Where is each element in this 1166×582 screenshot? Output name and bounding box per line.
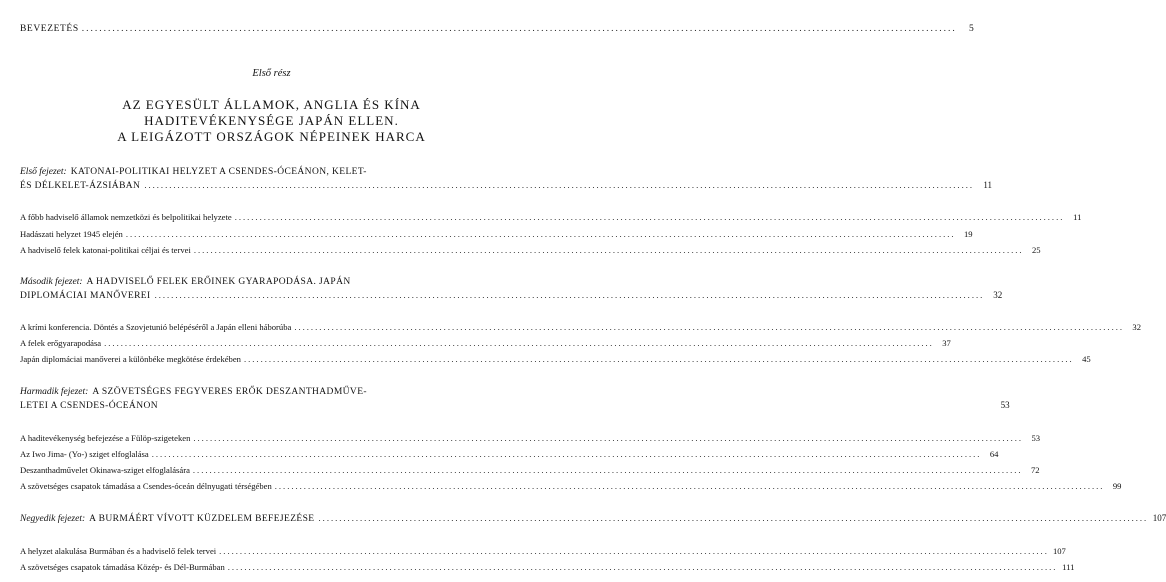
toc-entry-page: 53: [1031, 433, 1041, 443]
toc-entry-intro[interactable]: [20, 23, 974, 35]
toc-entry[interactable]: [20, 337, 951, 349]
chapter-title-line2: ÉS DÉLKELET-ÁZSIÁBAN: [20, 181, 141, 191]
leader-dots: ........................................................................................................................................................................................................: [274, 481, 1105, 491]
toc-entry-page: 5: [968, 24, 974, 34]
toc-entry-title: A hadviselő felek katonai-politikai céljai és tervei: [20, 245, 191, 255]
toc-entry-title: A felek erőgyarapodása: [20, 338, 102, 348]
leader-dots: ........................................................................................................................................................................................................: [219, 546, 1049, 556]
toc-entry-title: A haditevékenység befejezése a Fülöp-szigeteken: [20, 433, 191, 443]
toc-entry-page: 32: [1132, 322, 1142, 332]
chapter-page: 53: [1000, 400, 1010, 410]
toc-entry-title: BEVEZETÉS: [20, 24, 79, 34]
chapter-page: 11: [983, 180, 993, 190]
chapter-page: 32: [993, 290, 1003, 300]
leader-dots: ........................................................................................................................................................................................................: [144, 180, 975, 190]
chapter-heading-1[interactable]: [20, 166, 993, 193]
leader-dots: ........................................................................................................................................................................................................: [81, 24, 957, 34]
toc-entry-title: A helyzet alakulása Burmában és a hadviselő felek tervei: [20, 546, 217, 556]
chapter-label: Negyedik fejezet:: [20, 514, 86, 524]
chapter-label: Első fejezet:: [20, 167, 67, 177]
toc-entry[interactable]: [20, 432, 1041, 444]
leader-dots: ........................................................................................................................................................................................................: [318, 513, 1149, 523]
chapter-title-line1: A HADVISELŐ FELEK ERŐINEK GYARAPODÁSA. JAPÁN: [86, 277, 351, 287]
chapter-title-line1: A BURMÁÉRT VÍVOTT KÜZDELEM BEFEJEZÉSE: [89, 514, 315, 524]
toc-entry[interactable]: [20, 561, 1075, 573]
leader-dots: ........................................................................................................................................................................................................: [104, 338, 934, 348]
toc-entry-title: Deszanthadművelet Okinawa-sziget elfoglalására: [20, 465, 190, 475]
toc-entry-page: 11: [1073, 212, 1082, 222]
part-title-line: HADITEVÉKENYSÉGE JAPÁN ELLEN.: [144, 113, 399, 128]
toc-entry-page: 19: [963, 229, 973, 239]
leader-dots: ........................................................................................................................................................................................................: [193, 433, 1024, 443]
chapter-page: 107: [1152, 513, 1166, 523]
toc-entry-page: 72: [1030, 465, 1040, 475]
chapter-heading-2[interactable]: [20, 276, 1003, 303]
toc-entry[interactable]: [20, 448, 999, 460]
toc-entry-title: Az Iwo Jima- (Yo-) sziget elfoglalása: [20, 449, 149, 459]
toc-entry-title: Japán diplomáciai manőverei a különbéke megkötése érdekében: [20, 354, 241, 364]
leader-dots: ........................................................................................................................................................................................................: [192, 465, 1023, 475]
part-title: [0, 97, 543, 145]
toc-entry[interactable]: [20, 211, 1082, 223]
toc-entry-title: A szövetséges csapatok támadása a Csendes-óceán délnyugati térségében: [20, 481, 272, 491]
toc-entry[interactable]: [20, 353, 1091, 365]
toc-entry[interactable]: [20, 464, 1040, 476]
toc-entry-page: 45: [1082, 354, 1091, 364]
leader-dots: ........................................................................................................................................................................................................: [227, 562, 1058, 572]
toc-entry[interactable]: [20, 321, 1142, 333]
leader-dots: ........................................................................................................................................................................................................: [234, 212, 1065, 222]
leader-dots: ........................................................................................................................................................................................................: [151, 449, 982, 459]
toc-entry-page: 99: [1112, 481, 1122, 491]
chapter-title-line1: A SZÖVETSÉGES FEGYVERES ERŐK DESZANTHADMŰVE-: [92, 387, 367, 397]
leader-dots: ........................................................................................................................................................................................................: [294, 322, 1125, 332]
leader-dots: ........................................................................................................................................................................................................: [125, 229, 956, 239]
toc-entry-page: 107: [1052, 546, 1066, 556]
part-title-line: A LEIGÁZOTT ORSZÁGOK NÉPEINEK HARCA: [117, 129, 426, 144]
toc-entry[interactable]: [20, 545, 1066, 557]
chapter-title-line1: KATONAI-POLITIKAI HELYZET A CSENDES-ÓCEÁNON, KELET-: [70, 167, 367, 177]
leader-dots: ........................................................................................................................................................................................................: [154, 290, 985, 300]
toc-entry-title: A főbb hadviselő államok nemzetközi és belpolitikai helyzete: [20, 212, 232, 222]
chapter-label: Második fejezet:: [20, 277, 83, 287]
chapter-title-line2: LETEI A CSENDES-ÓCEÁNON: [20, 401, 158, 411]
part-label: Első rész: [252, 68, 291, 79]
toc-entry-page: 25: [1031, 245, 1041, 255]
toc-entry-page: 111: [1062, 562, 1075, 572]
toc-entry[interactable]: [20, 244, 1041, 256]
toc-entry-page: 64: [989, 449, 999, 459]
leader-dots: ........................................................................................................................................................................................................: [243, 354, 1074, 364]
toc-entry[interactable]: [20, 480, 1122, 492]
chapter-heading-3[interactable]: [20, 386, 1010, 413]
chapter-heading-4[interactable]: [20, 512, 1166, 526]
toc-entry-page: 37: [942, 338, 951, 348]
leader-dots: ........................................................................................................................................................................................................: [193, 245, 1024, 255]
chapter-label: Harmadik fejezet:: [20, 387, 89, 397]
toc-entry[interactable]: [20, 228, 973, 240]
toc-entry-title: A krími konferencia. Döntés a Szovjetunió belépéséről a Japán elleni háborúba: [20, 322, 292, 332]
toc-entry-title: A szövetséges csapatok támadása Közép- és Dél-Burmában: [20, 562, 225, 572]
chapter-title-line2: DIPLOMÁCIAI MANŐVEREI: [20, 291, 151, 301]
part-title-line: AZ EGYESÜLT ÁLLAMOK, ANGLIA ÉS KÍNA: [122, 97, 421, 112]
toc-entry-title: Hadászati helyzet 1945 elején: [20, 229, 123, 239]
